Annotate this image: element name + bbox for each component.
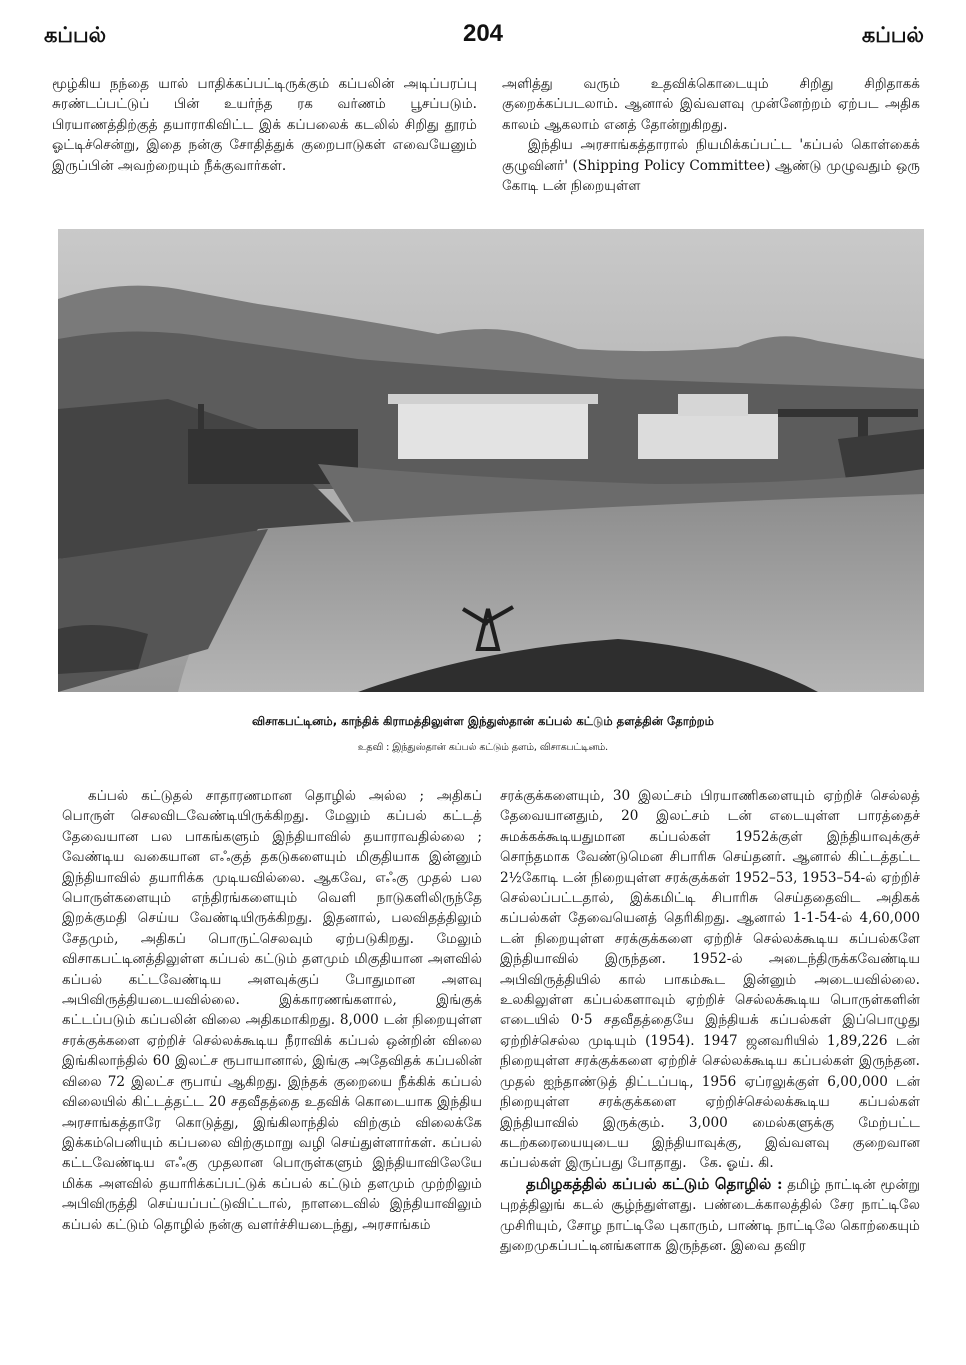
- paragraph: [500, 1174, 920, 1257]
- paragraph-text: தமிழ் நாட்டின் மூன்று புறத்திலுங் கடல் சூழ்ந்துள்ளது. பண்டைக்காலத்தில் சேர நாட்டிலே முசிரியும், சோழ நாட்டிலே புகாரும், பாண்டி நாட்டிலே கொற்கையும் துறைமுகப்பட்டினங்களாக இருந்தன. இவை தவிர: [500, 1176, 921, 1254]
- bottom-left-column: [62, 786, 482, 1235]
- top-right-column: [502, 74, 920, 196]
- author-signature: கே. ஓய். கி.: [699, 1155, 774, 1172]
- photo-credit: உதவி : இந்துஸ்தான் கப்பல் கட்டும் தளம், விசாகபட்டினம்.: [357, 742, 609, 753]
- paragraph: மூழ்கிய நந்தை யால் பாதிக்கப்பட்டிருக்கும் கப்பலின் அடிப்பரப்பு சுரண்டப்பட்டுப் பின் உயர்ந்த ரக வர்ணம் பூசப்படும். பிரயாணத்திற்குத் தயாராகிவிட்ட இக் கப்பலைக் கடலில் சிறிது தூரம் ஓட்டிச்சென்று, இதை நன்கு சோதித்துக் குறைபாடுகள் எவையேனும் இருப்பின் அவற்றையும் நீக்குவார்கள்.: [52, 76, 477, 174]
- shipyard-photo: [58, 229, 924, 692]
- running-header-left: கப்பல்: [44, 22, 107, 47]
- running-header-right: கப்பல்: [861, 22, 924, 47]
- paragraph: [500, 786, 920, 1174]
- page-number: 204: [462, 20, 504, 47]
- top-left-column: [52, 74, 477, 176]
- section-heading: தமிழகத்தில் கப்பல் கட்டும் தொழில் :: [526, 1174, 783, 1193]
- paragraph: அளித்து வரும் உதவிக்கொடையும் சிறிது சிறிதாகக் குறைக்கப்படலாம். ஆனால் இவ்வளவு முன்னேற்றம் ஏற்பட அதிக காலம் ஆகலாம் எனத் தோன்றுகிறது.: [502, 76, 920, 133]
- photo-caption: விசாகபட்டினம், காந்திக் கிராமத்திலுள்ள இந்துஸ்தான் கப்பல் கட்டும் தளத்தின் தோற்றம்: [252, 714, 714, 728]
- paragraph: இந்திய அரசாங்கத்தாரால் நியமிக்கப்பட்ட 'கப்பல் கொள்கைக் குழுவினர்' (Shipping Policy Committee) ஆண்டு முழுவதும் ஒரு கோடி டன் நிறையுள்ள: [502, 137, 920, 195]
- paragraph-text: சரக்குக்களையும், 30 இலட்சம் பிரயாணிகளையும் ஏற்றிச் செல்லத் தேவையானதும், 20 இலட்சம் டன் எடையுள்ள பாரத்தைச் சுமக்கக்கூடியதுமான கப்பல்கள் 1952க்குள் இந்தியாவுக்குச் சொந்தமாக வேண்டுமென சிபாரிசு செய்தனர். ஆனால் கிட்டத்தட்ட 2½கோடி டன் நிறையுள்ள சரக்குக்கள் 1952–53, 1953–54-ல் ஏற்றிச் செல்லப்பட்டதால், இக்கமிட்டி சிபாரிசு செய்ததைவிட அதிகக் கப்பல்கள் தேவையெனத் தெரிகிறது. ஆனால் 1-1-54-ல் 4,60,000 டன் நிறையுள்ள சரக்குக்களை ஏற்றிச் செல்லக்கூடிய கப்பல்களே இந்தியாவில் இருந்தன. 1952-ல் அடைந்திருக்கவேண்டிய அபிவிருத்தியில் கால் பாகம்கூட இன்னும் அடையவில்லை. உலகிலுள்ள கப்பல்களாவும் ஏற்றிச் செல்லக்கூடிய பொருள்களின் எடையில் 0·5 சதவீதத்தையே இந்தியக் கப்பல்கள் இப்பொழுது ஏற்றிச்செல்ல முடியும் (1954). 1947 ஜனவரியில் 1,89,226 டன் நிறையுள்ள சரக்குக்களை ஏற்றிச் செல்லக்கூடிய கப்பல்கள் இருந்தன. முதல் ஐந்தாண்டுத் திட்டப்படி, 1956 ஏப்ரலுக்குள் 6,00,000 டன் நிறையுள்ள சரக்குக்களை ஏற்றிச்செல்லக்கூடிய கப்பல்கள் இந்தியாவில் இருக்கும். 3,000 மைல்களுக்கு மேற்பட்ட கடற்கரையையுடைய இந்தியாவுக்கு, இவ்வளவு குறைவான கப்பல்கள் இருப்பது போதாது.: [500, 788, 920, 1172]
- paragraph: கப்பல் கட்டுதல் சாதாரணமான தொழில் அல்ல ; அதிகப் பொருள் செலவிடவேண்டியிருக்கிறது. மேலும் கப்பல் கட்டத் தேவையான பல பாகங்களும் இந்தியாவில் தயாராவதில்லை ; வேண்டிய வகையான எஃகுத் தகடுகளையும் மிகுதியாக இன்னும் இந்தியாவில் தயாரிக்க முடியவில்லை. ஆகவே, எஃகு முதல் பல பொருள்களையும் எந்திரங்களையும் வெளி நாடுகளிலிருந்தே இறக்குமதி செய்ய வேண்டியிருக்கிறது. இதனால், பலவிதத்திலும் சேதமும், அதிகப் பொருட்செலவும் ஏற்படுகிறது. மேலும் விசாகபட்டினத்திலுள்ள கப்பல் கட்டும் தளமும் மிகுதியான அளவில் கப்பல் கட்டவேண்டிய அளவுக்குப் போதுமான அளவு அபிவிருத்தியடையவில்லை. இக்காரணங்களால், இங்குக் கட்டப்படும் கப்பலின் விலை அதிகமாகிறது. 8,000 டன் நிறையுள்ள சரக்குக்களை ஏற்றிச் செல்லக்கூடிய நீராவிக் கப்பல் ஒன்றின் விலை இங்கிலாந்தில் 60 இலட்ச ரூபாயானால், இங்கு அதேவிதக் கப்பலின் விலை 72 இலட்ச ரூபாய் ஆகிறது. இந்தக் குறையை நீக்கிக் கப்பல் விலையில் கிட்டத்தட்ட 20 சதவீதத்தை உதவிக் கொடையாக இந்திய அரசாங்கத்தாரே கொடுத்து, இங்கிலாந்தில் விற்கும் விலைக்கே இக்கம்பெனியும் கப்பலை விற்குமாறு வழி செய்துள்ளார்கள். கப்பல் கட்டவேண்டிய எஃகு முதலான பொருள்களும் இந்தியாவிலேயே மிக்க அளவில் தயாரிக்கப்பட்டுக் கப்பல் கட்டும் தளமும் முற்றிலும் அபிவிருத்தி செய்யப்பட்டுவிட்டால், நாளடைவில் இந்தியாவிலும் கப்பல் கட்டும் தொழில் நன்கு வளர்ச்சியடைந்து, அரசாங்கம்: [62, 788, 482, 1233]
- bottom-right-column: [500, 786, 920, 1256]
